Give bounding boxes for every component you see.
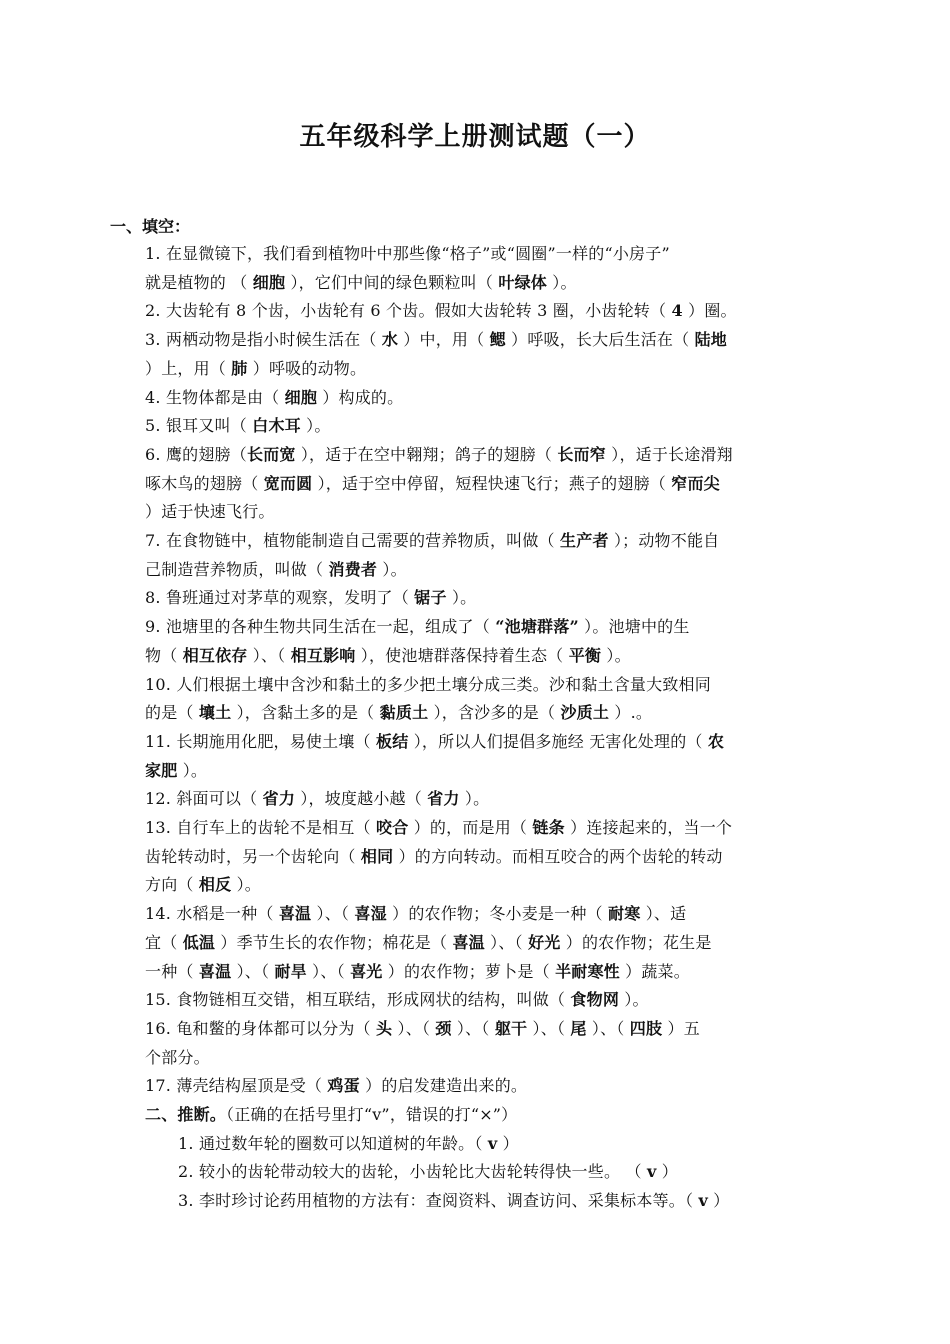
answer-text: 平衡 [568, 646, 602, 665]
text-line: 的是（ 壤土 ），含黏土多的是（ 黏质土 ），含沙多的是（ 沙质土 ）.。 [145, 703, 653, 722]
answer-text: 二、推断。 [145, 1105, 227, 1124]
answer-text: 耐寒 [608, 904, 641, 923]
answer-text: 沙质土 [560, 703, 610, 722]
answer-text: 四肢 [629, 1019, 663, 1038]
answer-text: 咬合 [376, 818, 409, 837]
answer-text: 省力 [262, 789, 296, 808]
text-line: 1. 在显微镜下，我们看到植物叶中那些像“格子”或“圆圈”一样的“小房子” [145, 244, 670, 263]
text-line: 9. 池塘里的各种生物共同生活在一起，组成了（ “池塘群落” ）。池塘中的生 [145, 617, 690, 636]
answer-text: 消费者 [328, 560, 378, 579]
answer-text: 宽而圆 [263, 474, 313, 493]
answer-text: 壤土 [198, 703, 232, 722]
section-heading-fill-blank: 一、填空： [110, 217, 191, 236]
text-line: 1. 通过数年轮的圈数可以知道树的年龄。（ v ） [178, 1134, 519, 1153]
text-line: ）适于快速飞行。 [145, 502, 275, 521]
text-line: 2. 较小的齿轮带动较大的齿轮，小齿轮比大齿轮转得快一些。 （ v ） [178, 1162, 678, 1181]
text-line: 5. 银耳又叫（ 白木耳 ）。 [145, 416, 331, 435]
text-line: 啄木鸟的翅膀（ 宽而圆 ），适于空中停留，短程快速飞行；燕子的翅膀（ 窄而尖 [145, 474, 720, 493]
text-line: 12. 斜面可以（ 省力 ），坡度越小越（ 省力 ）。 [145, 789, 490, 808]
answer-text: 颈 [435, 1019, 452, 1038]
text-line: 家肥 ）。 [145, 761, 208, 780]
answer-text: v [487, 1134, 498, 1153]
document-title: 五年级科学上册测试题（一） [299, 122, 651, 152]
answer-text: 细胞 [252, 273, 286, 292]
text-line: 方向（ 相反 ）。 [145, 875, 261, 894]
answer-text: 相同 [360, 847, 394, 866]
answer-text: 窄而尖 [671, 474, 720, 493]
text-line: 物（ 相互依存 ）、（ 相互影响 ），使池塘群落保持着生态（ 平衡 ）。 [145, 646, 631, 665]
answer-text: 耐旱 [274, 962, 307, 981]
text-line: 10. 人们根据土壤中含沙和黏土的多少把土壤分成三类。沙和黏土含量大致相同 [145, 675, 711, 694]
text-line: 7. 在食物链中，植物能制造自己需要的营养物质，叫做（ 生产者 ）；动物不能自 [145, 531, 720, 550]
answer-text: 叶绿体 [498, 273, 547, 292]
answer-text: “池塘群落” [495, 617, 579, 636]
answer-text: 食物网 [570, 990, 620, 1009]
answer-text: 板结 [376, 732, 409, 751]
answer-text: 白木耳 [252, 416, 301, 435]
text-line: 2. 大齿轮有 8 个齿，小齿轮有 6 个齿。假如大齿轮转 3 圈，小齿轮转（ 4 ）圈。 [145, 301, 737, 320]
answer-text: 头 [376, 1019, 393, 1038]
answer-text: 低温 [182, 933, 216, 952]
answer-text: 鸡蛋 [327, 1076, 360, 1095]
answer-text: 水 [381, 330, 399, 349]
text-line: 14. 水稻是一种（ 喜温 ）、（ 喜湿 ）的农作物；冬小麦是一种（ 耐寒 ）、适 [145, 904, 687, 923]
text-line: 己制造营养物质，叫做（ 消费者 ）。 [145, 560, 407, 579]
text-line: 8. 鲁班通过对茅草的观察，发明了（ 锯子 ）。 [145, 588, 477, 607]
text-line: 15. 食物链相互交错，相互联结，形成网状的结构，叫做（ 食物网 ）。 [145, 990, 649, 1009]
text-line: 齿轮转动时，另一个齿轮向（ 相同 ）的方向转动。而相互咬合的两个齿轮的转动 [145, 847, 723, 866]
text-line: 一种（ 喜温 ）、（ 耐旱 ）、（ 喜光 ）的农作物；萝卜是（ 半耐寒性 ）蔬菜。 [145, 962, 690, 981]
answer-text: 尾 [570, 1019, 587, 1038]
answer-text: 陆地 [694, 330, 728, 349]
text-line: 11. 长期施用化肥，易使土壤（ 板结 ），所以人们提倡多施经 无害化处理的（ 农 [145, 732, 725, 751]
answer-text: 链条 [532, 818, 565, 837]
answer-text: 喜温 [198, 962, 232, 981]
answer-text: 细胞 [284, 388, 318, 407]
text-line: 个部分。 [145, 1048, 210, 1067]
answer-text: v [698, 1191, 708, 1210]
answer-text: 喜温 [452, 933, 485, 952]
text-line: 二、推断。（正确的在括号里打“v”，错误的打“×”） [145, 1105, 518, 1124]
answer-text: 省力 [427, 789, 460, 808]
answer-text: 躯干 [494, 1019, 528, 1038]
answer-text: v [646, 1162, 657, 1181]
answer-text: 生产者 [560, 531, 609, 550]
answer-text: 相互依存 [182, 646, 248, 665]
answer-text: 农 [707, 732, 725, 751]
answer-text: 相反 [198, 875, 232, 894]
answer-text: 喜温 [278, 904, 312, 923]
answer-text: 喜湿 [354, 904, 387, 923]
text-line: 16. 龟和鳖的身体都可以分为（ 头 ）、（ 颈 ）、（ 躯干 ）、（ 尾 ）、（ 四肢 ）五 [145, 1019, 700, 1038]
answer-text: 黏质土 [379, 703, 429, 722]
text-line: 13. 自行车上的齿轮不是相互（ 咬合 ）的，而是用（ 链条 ）连接起来的，当一个 [145, 818, 733, 837]
answer-text: 鳃 [489, 330, 506, 349]
text-line: 宜（ 低温 ）季节生长的农作物；棉花是（ 喜温 ）、（ 好光 ）的农作物；花生是 [145, 933, 712, 952]
answer-text: 相互影响 [290, 646, 356, 665]
answer-text: 4 [671, 301, 683, 320]
answer-text: 喜光 [350, 962, 383, 981]
answer-text: 长而宽 [246, 445, 296, 464]
text-line: 17. 薄壳结构屋顶是受（ 鸡蛋 ）的启发建造出来的。 [145, 1076, 528, 1095]
answer-text: 半耐寒性 [555, 962, 620, 981]
answer-text: 锯子 [414, 588, 447, 607]
text-line: 4. 生物体都是由（ 细胞 ）构成的。 [145, 388, 404, 407]
text-line: 就是植物的 （ 细胞 ），它们中间的绿色颗粒叫（ 叶绿体 ）。 [145, 273, 577, 292]
text-line: 3. 两栖动物是指小时候生活在（ 水 ）中，用（ 鳃 ）呼吸，长大后生活在（ 陆地 [145, 330, 728, 349]
text-line: 6. 鹰的翅膀（长而宽 ），适于在空中翱翔；鸽子的翅膀（ 长而窄 ），适于长途滑翔 [145, 445, 733, 464]
answer-text: 长而窄 [557, 445, 606, 464]
answer-text: 肺 [231, 359, 248, 378]
answer-text: 好光 [528, 933, 561, 952]
answer-text: 家肥 [145, 761, 178, 780]
text-line: ）上，用（ 肺 ）呼吸的动物。 [145, 359, 367, 378]
text-line: 3. 李时珍讨论药用植物的方法有：查阅资料、调查访问、采集标本等。（ v ） [178, 1191, 730, 1210]
